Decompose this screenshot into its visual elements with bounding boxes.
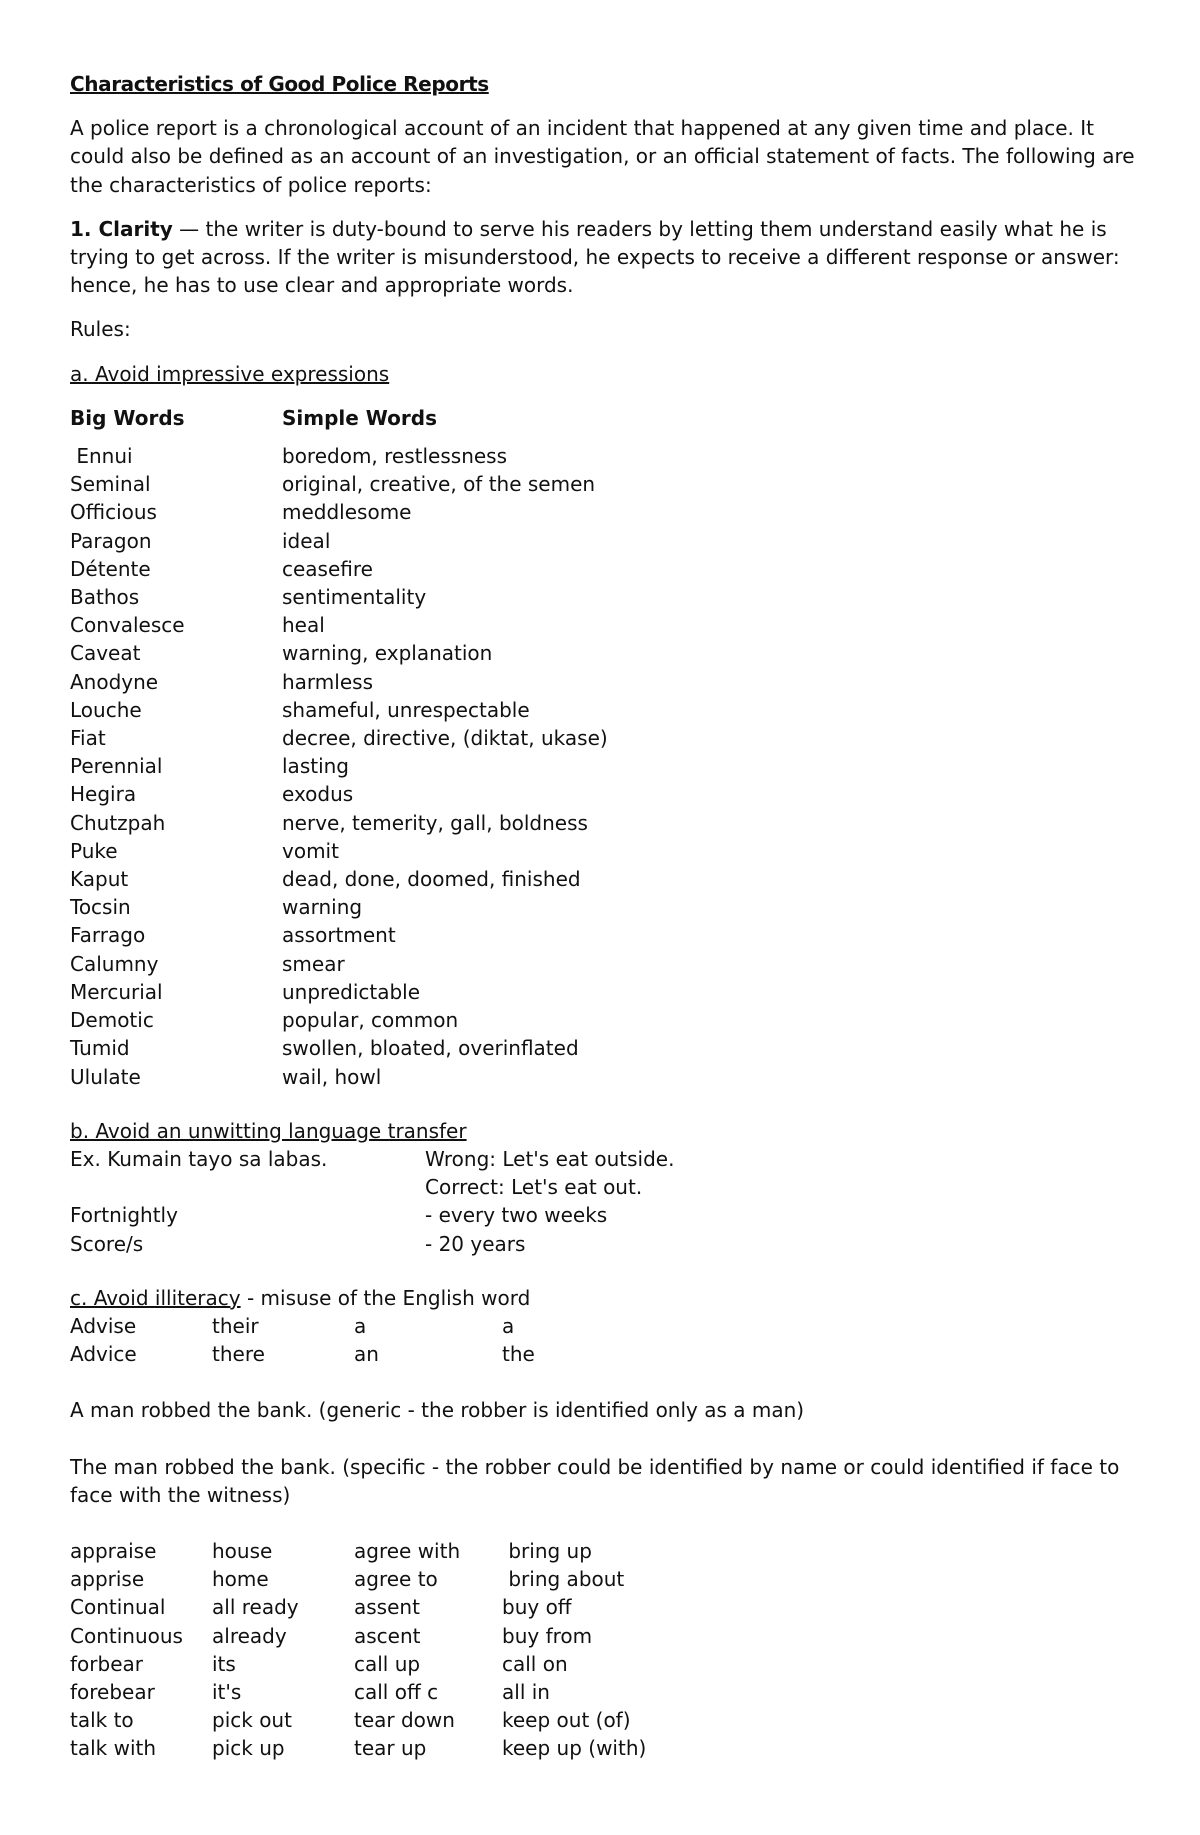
table-row bbox=[70, 724, 1140, 752]
simple-word: shameful, unrespectable bbox=[282, 697, 530, 722]
table-cell: call on bbox=[502, 1651, 568, 1676]
simple-word: original, creative, of the semen bbox=[282, 472, 596, 497]
simple-word: smear bbox=[282, 951, 345, 976]
table-row bbox=[70, 1034, 1140, 1062]
big-word: Anodyne bbox=[70, 669, 159, 694]
big-word: Chutzpah bbox=[70, 810, 166, 835]
table-row bbox=[70, 1706, 1140, 1734]
simple-words-header: Simple Words bbox=[282, 405, 437, 430]
table-cell: an bbox=[354, 1342, 379, 1367]
list-item-right: Wrong: Let's eat outside. bbox=[425, 1146, 675, 1171]
list-item-right: Correct: Let's eat out. bbox=[425, 1175, 643, 1200]
table-cell: its bbox=[212, 1651, 236, 1676]
list-item-right: - every two weeks bbox=[425, 1203, 608, 1228]
simple-word: warning, explanation bbox=[282, 641, 493, 666]
simple-word: decree, directive, (diktat, ukase) bbox=[282, 726, 608, 751]
table-cell: all ready bbox=[212, 1595, 299, 1620]
table-cell: all in bbox=[502, 1679, 550, 1704]
table-cell: the bbox=[502, 1342, 535, 1367]
table-cell: assent bbox=[354, 1595, 420, 1620]
table-row bbox=[70, 442, 1140, 470]
simple-word: exodus bbox=[282, 782, 354, 807]
big-word: Louche bbox=[70, 697, 142, 722]
list-item bbox=[70, 1145, 1140, 1173]
big-word: Calumny bbox=[70, 951, 159, 976]
rule-a-heading: a. Avoid impressive expressions bbox=[70, 361, 390, 386]
simple-word: heal bbox=[282, 613, 325, 638]
intro-paragraph: A police report is a chronological account of an incident that happened at any given time and place. It could also be defined as an account of an investigation, or an official statement of facts. The following are the characteristics of police reports: bbox=[70, 116, 1135, 197]
table-cell: call up bbox=[354, 1651, 421, 1676]
table-cell: bring about bbox=[502, 1567, 625, 1592]
simple-word: ideal bbox=[282, 528, 331, 553]
table-cell: home bbox=[212, 1567, 269, 1592]
clarity-text: — the writer is duty-bound to serve his readers by letting them understand easily what he is trying to get across. If the writer is misunderstood, he expects to receive a different response or answer: hence, he has to use clear and appropriate words. bbox=[70, 216, 1120, 298]
table-row bbox=[70, 865, 1140, 893]
rule-c-heading bbox=[70, 1284, 1140, 1312]
table-cell: it's bbox=[212, 1679, 242, 1704]
table-cell: buy from bbox=[502, 1623, 593, 1648]
simple-word: popular, common bbox=[282, 1008, 459, 1033]
list-item-left: Score/s bbox=[70, 1231, 144, 1256]
table-cell: Advise bbox=[70, 1313, 137, 1338]
big-words-header: Big Words bbox=[70, 405, 185, 430]
simple-word: wail, howl bbox=[282, 1064, 382, 1089]
table-row bbox=[70, 498, 1140, 526]
list-item bbox=[70, 1230, 1140, 1258]
table-cell: ascent bbox=[354, 1623, 421, 1648]
document-page bbox=[70, 70, 1140, 1763]
table-row bbox=[70, 527, 1140, 555]
table-row bbox=[70, 1593, 1140, 1621]
simple-word: boredom, restlessness bbox=[282, 444, 508, 469]
big-word: Ennui bbox=[70, 444, 133, 469]
clarity-paragraph bbox=[70, 215, 1140, 300]
table-cell: a bbox=[354, 1313, 367, 1338]
big-word: Tumid bbox=[70, 1036, 130, 1061]
big-word: Perennial bbox=[70, 754, 163, 779]
table-cell: a bbox=[502, 1313, 515, 1338]
big-word: Paragon bbox=[70, 528, 152, 553]
table-row bbox=[70, 1622, 1140, 1650]
table-row bbox=[70, 639, 1140, 667]
table-row bbox=[70, 470, 1140, 498]
big-word: Tocsin bbox=[70, 895, 131, 920]
list-item-right: - 20 years bbox=[425, 1231, 526, 1256]
list-item-left: Fortnightly bbox=[70, 1203, 178, 1228]
table-row bbox=[70, 696, 1140, 724]
list-item bbox=[70, 1201, 1140, 1229]
table-row bbox=[70, 1565, 1140, 1593]
table-cell: appraise bbox=[70, 1538, 157, 1563]
big-word: Farrago bbox=[70, 923, 146, 948]
simple-word: swollen, bloated, overinflated bbox=[282, 1036, 579, 1061]
table-cell: agree with bbox=[354, 1538, 461, 1563]
list-item-left bbox=[70, 1173, 425, 1201]
table-cell: tear down bbox=[354, 1708, 455, 1733]
word-table bbox=[70, 442, 1140, 1091]
simple-word: lasting bbox=[282, 754, 350, 779]
language-transfer-list bbox=[70, 1145, 1140, 1258]
table-row bbox=[70, 583, 1140, 611]
table-row bbox=[70, 809, 1140, 837]
rules-label: Rules: bbox=[70, 317, 131, 342]
table-row bbox=[70, 611, 1140, 639]
table-cell: Continual bbox=[70, 1595, 166, 1620]
table-cell: apprise bbox=[70, 1567, 145, 1592]
table-row bbox=[70, 1650, 1140, 1678]
simple-word: assortment bbox=[282, 923, 396, 948]
big-word: Convalesce bbox=[70, 613, 185, 638]
big-word: Officious bbox=[70, 500, 157, 525]
big-word: Fiat bbox=[70, 726, 106, 751]
simple-word: dead, done, doomed, finished bbox=[282, 867, 581, 892]
table-cell: keep up (with) bbox=[502, 1736, 647, 1761]
table-cell: already bbox=[212, 1623, 287, 1648]
simple-word: sentimentality bbox=[282, 585, 427, 610]
table-row bbox=[70, 1340, 1140, 1368]
big-word: Ululate bbox=[70, 1064, 141, 1089]
simple-word: harmless bbox=[282, 669, 373, 694]
table-row bbox=[70, 1006, 1140, 1034]
big-word: Bathos bbox=[70, 585, 140, 610]
table-cell: tear up bbox=[354, 1736, 427, 1761]
table-row bbox=[70, 837, 1140, 865]
table-cell: there bbox=[212, 1342, 265, 1367]
table-cell: talk with bbox=[70, 1736, 157, 1761]
big-word: Seminal bbox=[70, 472, 151, 497]
table-row bbox=[70, 668, 1140, 696]
simple-word: nerve, temerity, gall, boldness bbox=[282, 810, 588, 835]
table-cell: bring up bbox=[502, 1538, 592, 1563]
table-cell: their bbox=[212, 1313, 259, 1338]
table-cell: buy off bbox=[502, 1595, 572, 1620]
specific-sentence: The man robbed the bank. (specific - the robber could be identified by name or could identified if face to face with the witness) bbox=[70, 1454, 1120, 1507]
list-item-left: Ex. Kumain tayo sa labas. bbox=[70, 1146, 328, 1171]
simple-word: meddlesome bbox=[282, 500, 412, 525]
table-cell: Continuous bbox=[70, 1623, 183, 1648]
table-cell: pick up bbox=[212, 1736, 285, 1761]
big-word: Mercurial bbox=[70, 979, 163, 1004]
table-cell: talk to bbox=[70, 1708, 134, 1733]
simple-word: ceasefire bbox=[282, 556, 373, 581]
simple-word: warning bbox=[282, 895, 363, 920]
table-row bbox=[70, 893, 1140, 921]
table-cell: forbear bbox=[70, 1651, 143, 1676]
table-cell: forebear bbox=[70, 1679, 155, 1704]
simple-word: unpredictable bbox=[282, 979, 421, 1004]
list-item bbox=[70, 1173, 1140, 1201]
rule-b-heading: b. Avoid an unwitting language transfer bbox=[70, 1118, 467, 1143]
simple-word: vomit bbox=[282, 838, 339, 863]
table-cell: agree to bbox=[354, 1567, 438, 1592]
clarity-label: 1. Clarity bbox=[70, 216, 173, 241]
table-cell: house bbox=[212, 1538, 273, 1563]
table-row bbox=[70, 1537, 1140, 1565]
table-row bbox=[70, 555, 1140, 583]
rule-c-heading-rest: - misuse of the English word bbox=[240, 1285, 531, 1310]
table-row bbox=[70, 752, 1140, 780]
table-row bbox=[70, 1312, 1140, 1340]
table-cell: keep out (of) bbox=[502, 1708, 631, 1733]
table-row bbox=[70, 921, 1140, 949]
word-table-header bbox=[70, 404, 1140, 432]
rule-c-heading-label: c. Avoid illiteracy bbox=[70, 1285, 241, 1310]
big-word: Hegira bbox=[70, 782, 137, 807]
table-row bbox=[70, 950, 1140, 978]
table-row bbox=[70, 780, 1140, 808]
word-pairs-table bbox=[70, 1537, 1140, 1763]
big-word: Détente bbox=[70, 556, 151, 581]
page-title: Characteristics of Good Police Reports bbox=[70, 72, 489, 96]
big-word: Puke bbox=[70, 838, 118, 863]
table-row bbox=[70, 1678, 1140, 1706]
table-row bbox=[70, 978, 1140, 1006]
table-row bbox=[70, 1734, 1140, 1762]
big-word: Demotic bbox=[70, 1008, 154, 1033]
table-cell: call off c bbox=[354, 1679, 439, 1704]
table-row bbox=[70, 1063, 1140, 1091]
big-word: Kaput bbox=[70, 867, 129, 892]
generic-sentence: A man robbed the bank. (generic - the robber is identified only as a man) bbox=[70, 1398, 805, 1423]
table-cell: pick out bbox=[212, 1708, 292, 1733]
big-word: Caveat bbox=[70, 641, 141, 666]
illiteracy-table bbox=[70, 1312, 1140, 1368]
table-cell: Advice bbox=[70, 1342, 137, 1367]
